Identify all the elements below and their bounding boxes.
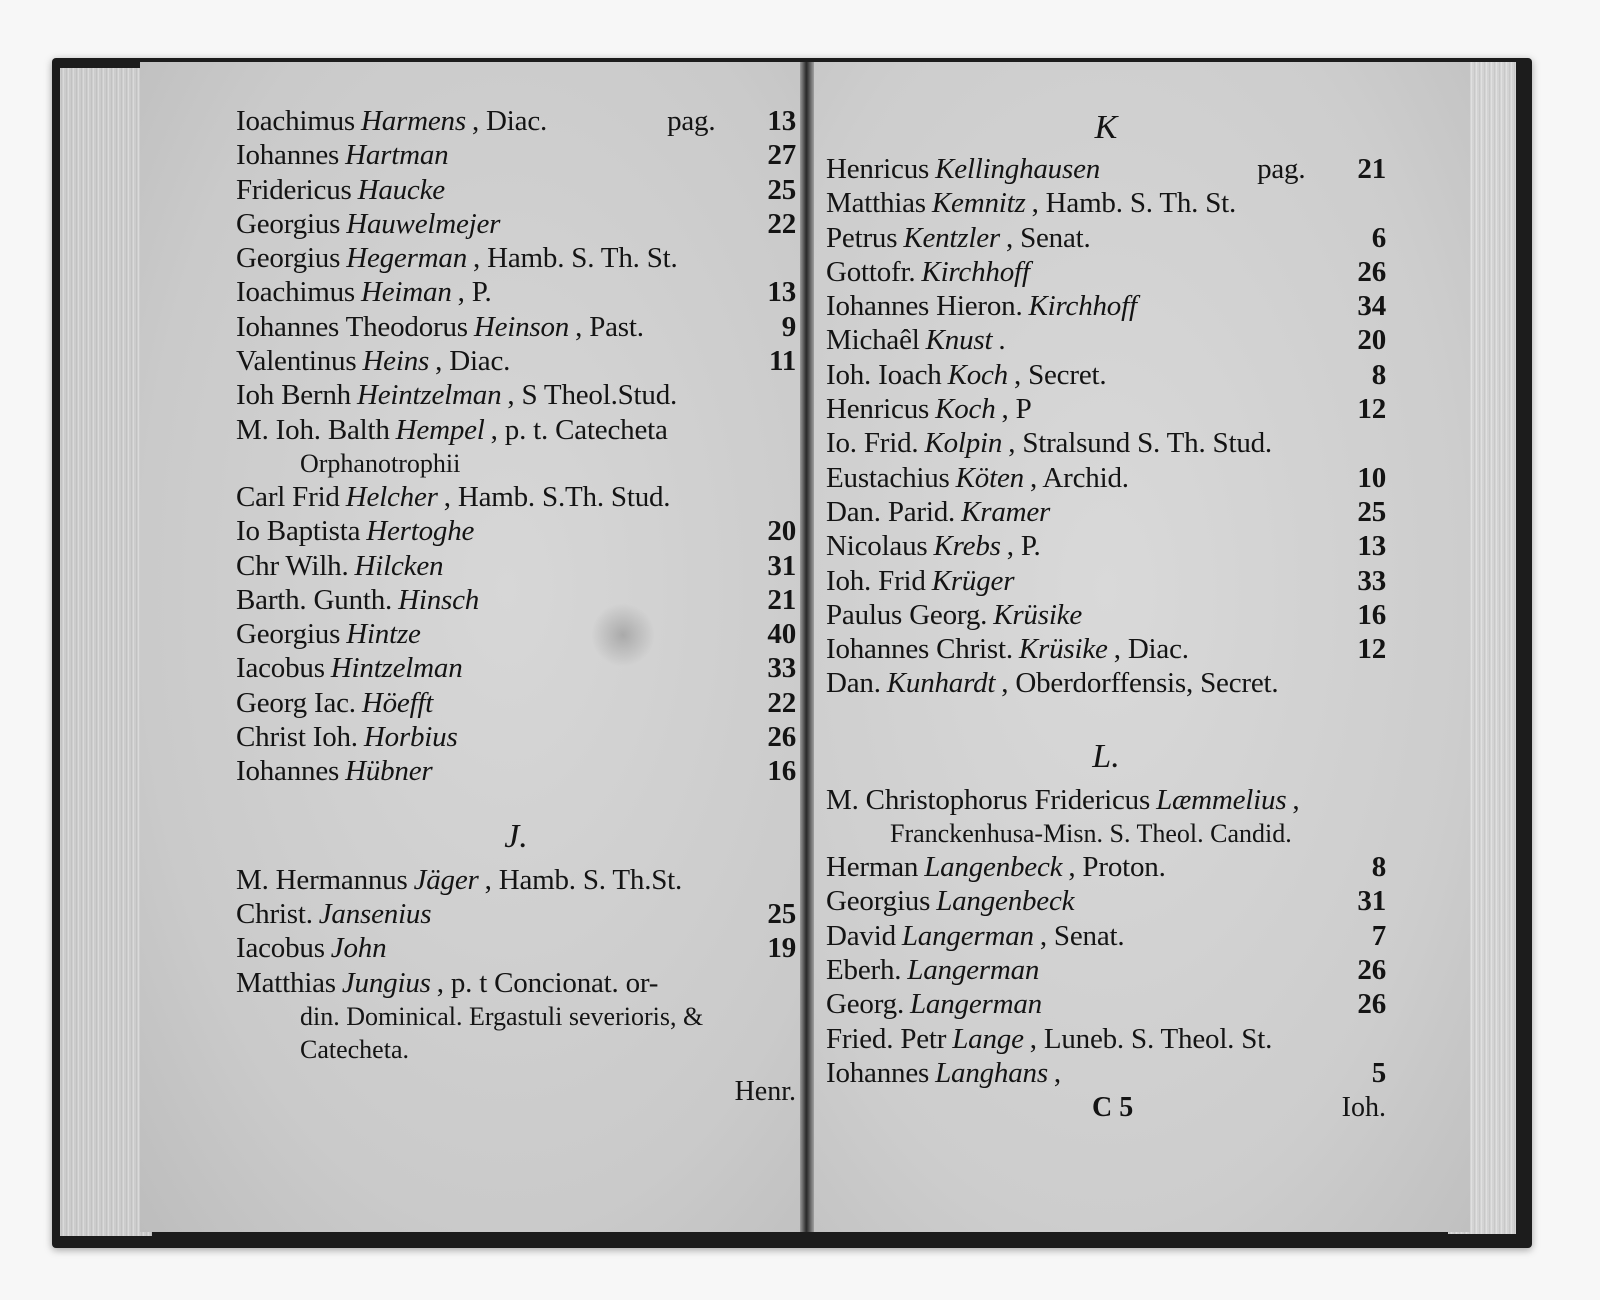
surname: Hintzelman xyxy=(330,652,463,685)
given-names: Gottofr. xyxy=(826,255,916,288)
index-entry xyxy=(236,241,796,275)
entry-list-l xyxy=(826,850,1386,1090)
page-number: 8 xyxy=(1371,358,1386,391)
entry-note: , Hamb. S. Th.St. xyxy=(484,863,683,896)
index-entry xyxy=(826,529,1386,563)
surname: Hilcken xyxy=(354,549,444,582)
surname: Koch xyxy=(947,358,1008,391)
given-names: Georgius xyxy=(236,242,341,275)
index-entry xyxy=(236,173,796,207)
index-entry xyxy=(826,884,1386,918)
surname: Kellinghausen xyxy=(935,153,1101,185)
index-entry xyxy=(236,966,796,1000)
page-number: 6 xyxy=(1371,221,1386,254)
entry-note: , xyxy=(1053,1056,1061,1089)
entry-note: , Diac. xyxy=(1113,633,1189,666)
surname: Knust xyxy=(925,324,993,357)
entry-note: , Proton. xyxy=(1068,851,1166,884)
page-prefix: pag. xyxy=(667,105,716,137)
entry-note: , P. xyxy=(457,276,492,309)
entry-note: , P xyxy=(1001,393,1032,426)
entry-list-l-first xyxy=(826,783,1386,817)
catchword: Henr. xyxy=(734,1075,796,1107)
given-names: M. Hermannus xyxy=(236,863,408,896)
given-names: Georgius xyxy=(236,207,341,240)
given-names: Dan. xyxy=(826,667,881,700)
surname: Hintze xyxy=(346,618,421,651)
page-number: 20 xyxy=(1357,324,1386,357)
given-names: Iohannes xyxy=(236,755,340,788)
page-number: 25 xyxy=(767,173,796,206)
index-entry xyxy=(826,152,1386,186)
index-entry xyxy=(826,919,1386,953)
index-entry xyxy=(826,461,1386,495)
surname: Langenbeck xyxy=(924,851,1063,884)
index-entry xyxy=(236,863,796,897)
given-names: Fried. Petr xyxy=(826,1022,947,1055)
continuation-line: Orphanotrophii xyxy=(300,448,461,478)
index-entry xyxy=(236,104,796,138)
index-entry xyxy=(236,275,796,309)
index-entry xyxy=(826,987,1386,1021)
surname: Langenbeck xyxy=(936,885,1075,918)
page-number: 26 xyxy=(767,721,796,754)
page-number: 13 xyxy=(767,105,796,137)
index-entry xyxy=(826,632,1386,666)
index-entry xyxy=(826,564,1386,598)
index-entry xyxy=(236,413,796,447)
entry-note: . xyxy=(998,324,1006,357)
index-entry xyxy=(826,666,1386,700)
page-number: 33 xyxy=(767,652,796,685)
surname: Hauwelmejer xyxy=(346,207,501,240)
entry-note: , Luneb. S. Theol. St. xyxy=(1029,1022,1273,1055)
index-entry xyxy=(236,549,796,583)
given-names: Io. Frid. xyxy=(826,427,919,460)
page-number: 31 xyxy=(767,549,796,582)
surname: Krebs xyxy=(933,530,1001,563)
surname: Langerman xyxy=(910,988,1042,1021)
surname: Kolpin xyxy=(924,427,1003,460)
given-names: Nicolaus xyxy=(826,530,928,563)
index-entry xyxy=(826,426,1386,460)
entry-note: , p. t Concionat. or- xyxy=(436,966,659,999)
page-number: 33 xyxy=(1357,564,1386,597)
page-number: 40 xyxy=(767,618,796,651)
surname: Hübner xyxy=(345,755,433,788)
index-entry xyxy=(236,583,796,617)
surname: Langerman xyxy=(907,953,1040,986)
index-entry xyxy=(826,1056,1386,1090)
index-entry xyxy=(826,953,1386,987)
surname: Heins xyxy=(362,345,430,378)
given-names: Christ. xyxy=(236,897,313,930)
index-entry xyxy=(826,221,1386,255)
page-footer xyxy=(826,1090,1386,1126)
given-names: Iacobus xyxy=(236,932,325,965)
book-gutter xyxy=(800,62,814,1232)
section-letter-l: L. xyxy=(1092,737,1120,775)
given-names: Christ Ioh. xyxy=(236,721,358,754)
entry-note: , P. xyxy=(1006,530,1041,563)
surname: Jansenius xyxy=(318,897,432,930)
index-entry xyxy=(826,783,1386,817)
index-entry xyxy=(236,310,796,344)
entry-note: , Oberdorffensis, Secret. xyxy=(1001,667,1279,700)
given-names: Eustachius xyxy=(826,461,950,494)
entry-note: , S Theol.Stud. xyxy=(507,379,678,412)
page-number: 20 xyxy=(767,515,796,548)
given-names: Iohannes xyxy=(236,139,340,172)
surname: Kramer xyxy=(961,495,1051,528)
given-names: M. Ioh. Balth xyxy=(236,413,390,446)
entry-note: , Archid. xyxy=(1029,461,1129,494)
entry-note: , Senat. xyxy=(1039,919,1125,952)
section-letter-j: J. xyxy=(504,817,528,855)
given-names: Matthias xyxy=(236,966,336,999)
page-number: 19 xyxy=(767,932,796,965)
index-entry xyxy=(826,358,1386,392)
surname: Hempel xyxy=(395,413,485,446)
page-number: 13 xyxy=(1357,530,1386,563)
given-names: Barth. Gunth. xyxy=(236,583,393,616)
surname: Horbius xyxy=(363,721,458,754)
given-names: Io Baptista xyxy=(236,515,361,548)
index-entry xyxy=(236,480,796,514)
entry-list-k xyxy=(826,152,1386,701)
surname: Helcher xyxy=(345,480,438,513)
page-number: 10 xyxy=(1357,461,1386,494)
entry-note: , xyxy=(1292,783,1300,816)
page-number: 26 xyxy=(1357,255,1386,288)
given-names: Georg Iac. xyxy=(236,686,356,719)
page-number: 26 xyxy=(1357,988,1386,1021)
catchword: Ioh. xyxy=(1341,1092,1386,1124)
given-names: Ioachimus xyxy=(236,105,356,137)
page-number: 5 xyxy=(1371,1056,1386,1089)
continuation-line: din. Dominical. Ergastuli severioris, & xyxy=(300,1001,704,1031)
given-names: Georgius xyxy=(236,618,341,651)
entry-note: , Hamb. S. Th. St. xyxy=(473,242,678,275)
index-entry xyxy=(236,720,796,754)
surname: Jungius xyxy=(341,966,431,999)
entry-list-j xyxy=(236,863,796,1000)
index-entry xyxy=(236,897,796,931)
index-entry xyxy=(236,514,796,548)
surname: Langerman xyxy=(901,919,1034,952)
surname: Læmmelius xyxy=(1156,783,1287,816)
page-number: 7 xyxy=(1371,919,1386,952)
surname: Kirchhoff xyxy=(1028,290,1137,323)
entry-note: , p. t. Catecheta xyxy=(490,413,668,446)
entry-note: , Diac. xyxy=(435,345,511,378)
surname: Kirchhoff xyxy=(921,255,1030,288)
surname: Krüsike xyxy=(1018,633,1108,666)
given-names: David xyxy=(826,919,896,952)
entry-note: , Secret. xyxy=(1013,358,1107,391)
surname: Haucke xyxy=(357,173,445,206)
surname: John xyxy=(330,932,387,965)
given-names: Ioh. Ioach xyxy=(826,358,942,391)
page-number: 13 xyxy=(767,276,796,309)
given-names: Herman xyxy=(826,851,919,884)
continuation-line: Franckenhusa-Misn. S. Theol. Candid. xyxy=(890,819,1292,849)
page-number: 12 xyxy=(1357,393,1386,426)
given-names: Michaêl xyxy=(826,324,920,357)
given-names: Dan. Parid. xyxy=(826,495,956,528)
index-entry xyxy=(236,651,796,685)
page-number: 25 xyxy=(1357,495,1386,528)
index-entry xyxy=(826,850,1386,884)
entry-note: , Senat. xyxy=(1005,221,1091,254)
index-entry xyxy=(236,138,796,172)
given-names: Iacobus xyxy=(236,652,325,685)
surname: Lange xyxy=(952,1022,1024,1055)
given-names: Matthias xyxy=(826,187,926,220)
given-names: Valentinus xyxy=(236,345,357,378)
given-names: M. Christophorus Fridericus xyxy=(826,783,1151,816)
surname: Hinsch xyxy=(398,583,480,616)
entry-note: , Diac. xyxy=(471,105,548,137)
surname: Hartman xyxy=(345,139,449,172)
surname: Höefft xyxy=(361,686,434,719)
page-number: 12 xyxy=(1357,633,1386,666)
index-entry xyxy=(236,754,796,788)
page-number: 25 xyxy=(767,897,796,930)
page-number: 21 xyxy=(1357,153,1386,185)
given-names: Iohannes Theodorus xyxy=(236,310,468,343)
given-names: Paulus Georg. xyxy=(826,598,988,631)
page-prefix: pag. xyxy=(1257,153,1306,185)
surname: Hertoghe xyxy=(366,515,475,548)
continuation-line: Catecheta. xyxy=(300,1034,409,1064)
page-number: 16 xyxy=(1357,598,1386,631)
page-number: 8 xyxy=(1371,851,1386,884)
page-number: 21 xyxy=(767,583,796,616)
given-names: Ioachimus xyxy=(236,276,356,309)
given-names: Carl Frid xyxy=(236,480,340,513)
given-names: Henricus xyxy=(826,153,930,185)
given-names: Eberh. xyxy=(826,953,902,986)
index-entry xyxy=(826,598,1386,632)
surname: Heintzelman xyxy=(356,379,502,412)
index-entry xyxy=(236,617,796,651)
page-number: 9 xyxy=(781,310,796,343)
page-number: 11 xyxy=(769,345,796,378)
page-number: 34 xyxy=(1357,290,1386,323)
page-edges-left xyxy=(60,68,152,1236)
surname: Krüger xyxy=(931,564,1015,597)
page-number: 27 xyxy=(767,139,796,172)
surname: Harmens xyxy=(361,105,466,137)
surname: Langhans xyxy=(935,1056,1048,1089)
index-entry xyxy=(826,323,1386,357)
index-entry xyxy=(826,255,1386,289)
surname: Heinson xyxy=(473,310,570,343)
surname: Köten xyxy=(955,461,1024,494)
index-entry xyxy=(236,344,796,378)
given-names: Fridericus xyxy=(236,173,352,206)
entry-note: , Hamb. S. Th. St. xyxy=(1031,187,1237,220)
signature-mark: C 5 xyxy=(1092,1092,1134,1124)
surname: Hegerman xyxy=(346,242,468,275)
entry-list-mid xyxy=(236,480,796,789)
given-names: Georgius xyxy=(826,885,931,918)
given-names: Chr Wilh. xyxy=(236,549,349,582)
given-names: Iohannes xyxy=(826,1056,930,1089)
surname: Kentzler xyxy=(903,221,1000,254)
given-names: Ioh Bernh xyxy=(236,379,351,412)
entry-list-top xyxy=(236,104,796,447)
right-page-text xyxy=(826,104,1386,1126)
given-names: Georg. xyxy=(826,988,904,1021)
given-names: Iohannes Christ. xyxy=(826,633,1013,666)
index-entry xyxy=(236,207,796,241)
index-entry xyxy=(826,289,1386,323)
index-entry xyxy=(826,392,1386,426)
given-names: Henricus xyxy=(826,393,930,426)
index-entry xyxy=(236,378,796,412)
index-entry xyxy=(826,186,1386,220)
entry-note: , Hamb. S.Th. Stud. xyxy=(443,480,671,513)
surname: Jäger xyxy=(413,863,479,896)
given-names: Petrus xyxy=(826,221,898,254)
given-names: Iohannes Hieron. xyxy=(826,290,1023,323)
section-letter-k: K xyxy=(1094,109,1118,146)
surname: Kemnitz xyxy=(931,187,1026,220)
surname: Koch xyxy=(935,393,996,426)
entry-note: , Past. xyxy=(575,310,644,343)
page-number: 26 xyxy=(1357,953,1386,986)
page-number: 22 xyxy=(767,686,796,719)
index-entry xyxy=(236,686,796,720)
left-page-text xyxy=(236,104,796,1110)
index-entry xyxy=(236,931,796,965)
page-number: 22 xyxy=(767,207,796,240)
surname: Kunhardt xyxy=(886,667,996,700)
entry-note: , Stralsund S. Th. Stud. xyxy=(1008,427,1272,460)
page-number: 31 xyxy=(1357,885,1386,918)
surname: Heiman xyxy=(361,276,452,309)
surname: Krüsike xyxy=(993,598,1083,631)
given-names: Ioh. Frid xyxy=(826,564,926,597)
index-entry xyxy=(826,1022,1386,1056)
index-entry xyxy=(826,495,1386,529)
page-number: 16 xyxy=(767,755,796,788)
